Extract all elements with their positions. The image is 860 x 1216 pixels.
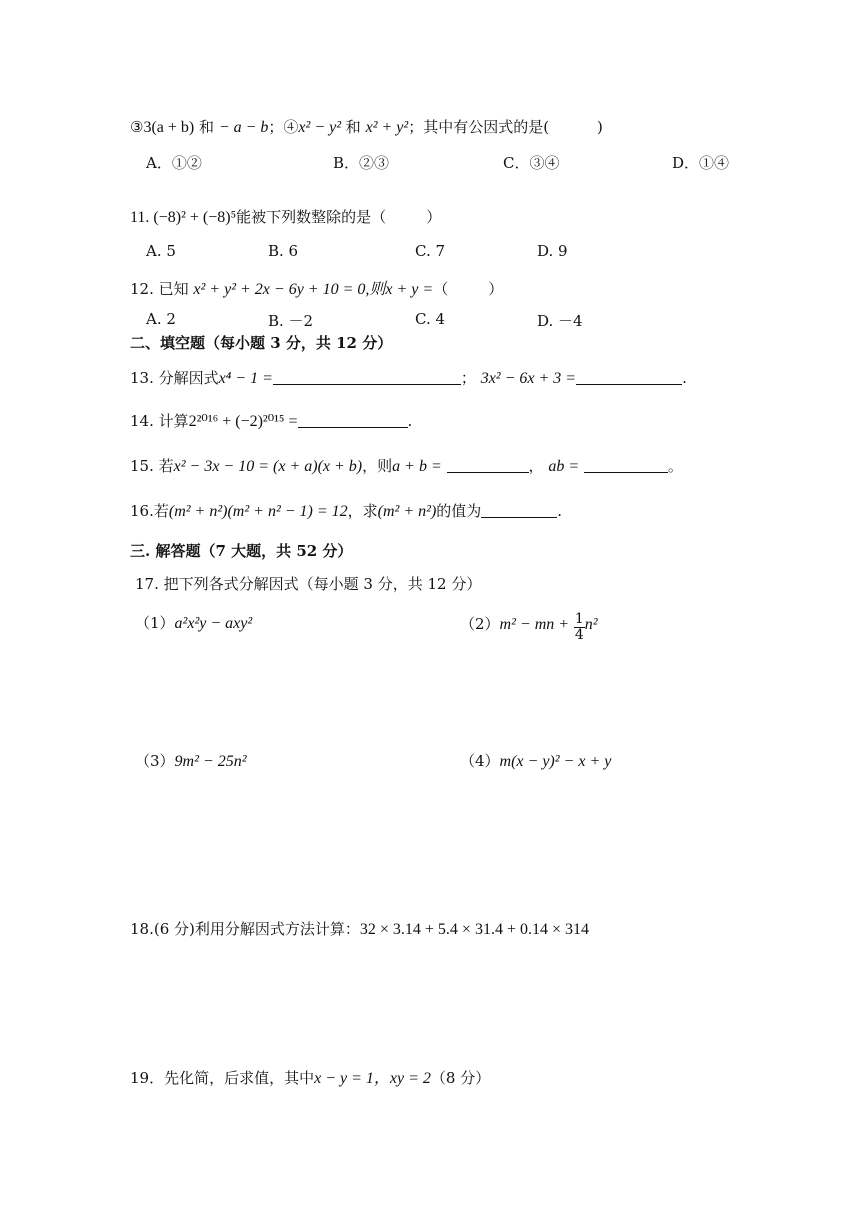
q17-item-1-expr: a²x²y − axy²: [174, 615, 253, 632]
q10-stem: [130, 116, 603, 137]
q10-option-a: A．①②: [146, 154, 202, 172]
q10-option-d: D．①④: [672, 154, 730, 172]
q17-item-2-label: （2）: [460, 615, 500, 633]
q10-and1: 和: [199, 118, 215, 136]
q10-expr-a: 3(a + b): [143, 119, 195, 136]
q13-expr2: 3x² − 6x + 3 =: [480, 370, 577, 387]
q11-option-d: D. 9: [537, 242, 568, 260]
q15-expr3: ab =: [548, 458, 580, 475]
q16-mid: ，求: [347, 502, 378, 520]
q17-item-4-label: （4）: [460, 752, 500, 770]
q12-option-a: A. 2: [146, 310, 176, 328]
q16-expr: (m² + n²)(m² + n² − 1) = 12: [168, 503, 348, 520]
q15-expr: x² − 3x − 10 = (x + a)(x + b): [173, 458, 363, 475]
q12-expr: x² + y² + 2x − 6y + 10 = 0,则x + y =: [193, 281, 434, 298]
q13-blank1[interactable]: [273, 370, 461, 385]
q17-item-4: [460, 750, 611, 771]
q17-item-1-label: （1）: [135, 614, 175, 632]
q19-line: [130, 1065, 490, 1088]
q19-pre: 19．先化简，后求值，其中: [130, 1069, 315, 1087]
q13-expr1: x⁴ − 1 =: [218, 370, 273, 387]
q15-pre: 15. 若: [130, 457, 174, 475]
q17-item-4-expr: m(x − y)² − x + y: [499, 753, 612, 770]
q17-item-3-expr: 9m² − 25n²: [174, 753, 247, 770]
q18-line: [130, 918, 589, 939]
q15-mid: ，则: [362, 457, 393, 475]
q18-expr: 32 × 3.14 + 5.4 × 31.4 + 0.14 × 314: [359, 921, 589, 938]
fraction-numerator: 1: [574, 611, 584, 627]
q10-and2: 和: [345, 118, 361, 136]
q14-expr: 2²⁰¹⁶ + (−2)²⁰¹⁵ =: [188, 413, 298, 430]
q12-stem: [130, 276, 503, 299]
q12-pre: 12. 已知: [130, 280, 189, 298]
q16-post: 的值为: [436, 502, 482, 520]
q12-option-c: C. 4: [415, 310, 446, 328]
q10-option-c: C．③④: [503, 154, 560, 172]
q16-pre: 16.若: [130, 502, 169, 520]
q11-stem: [130, 206, 441, 227]
q19-expr: x − y = 1，xy = 2: [314, 1070, 431, 1087]
q10-expr-b: − a − b: [218, 119, 269, 136]
q13-sep: ；: [460, 369, 476, 387]
section2-title: 二、填空题（每小题 3 分，共 12 分）: [130, 334, 393, 352]
q14-end: .: [407, 412, 413, 430]
q11-close: ）: [426, 208, 442, 226]
q17-item-2-fraction: [574, 612, 585, 643]
q15-blank1[interactable]: [447, 458, 529, 473]
q10-close: ): [597, 118, 603, 136]
q13-end: .: [682, 369, 687, 387]
q14-blank[interactable]: [298, 413, 408, 428]
q12-close: ）: [488, 280, 504, 298]
q16-line: [130, 500, 562, 521]
q15-blank2[interactable]: [584, 458, 668, 473]
q14-line: [130, 410, 412, 431]
q10-circle3: ③: [130, 118, 144, 136]
q12-paren: （: [433, 280, 449, 298]
q10-expr-d: x² + y²: [365, 119, 409, 136]
q15-expr2: a + b =: [392, 458, 442, 475]
q10-option-b: B．②③: [333, 154, 390, 172]
q15-end: 。: [667, 457, 683, 475]
q12-option-b: B. －2: [268, 312, 314, 330]
q17-item-3: [135, 750, 247, 771]
fraction-denominator: 4: [574, 627, 584, 643]
q14-pre: 14. 计算: [130, 412, 189, 430]
q17-item-2: [460, 612, 598, 643]
q15-sep: ，: [528, 457, 544, 475]
q10-sep: ；④: [268, 118, 299, 136]
q17-item-2-expr: m² − mn +: [499, 616, 570, 633]
q15-line: [130, 455, 683, 476]
q17-title: 17. 把下列各式分解因式（每小题 3 分，共 12 分）: [135, 575, 482, 593]
q10-post: ；其中有公因式的是(: [408, 118, 550, 136]
q19-post: （8 分）: [430, 1069, 491, 1087]
q11-expr: 11. (−8)² + (−8)⁵: [130, 209, 237, 226]
q17-item-2-tail: n²: [584, 616, 598, 633]
q16-end: .: [557, 502, 563, 520]
q11-option-b: B. 6: [268, 242, 299, 260]
q17-item-3-label: （3）: [135, 752, 175, 770]
q11-option-a: A. 5: [146, 242, 176, 260]
q13-blank2[interactable]: [576, 370, 682, 385]
q11-text: 能被下列数整除的是（: [236, 208, 387, 226]
q12-option-d: D. －4: [537, 312, 583, 330]
q16-expr2: (m² + n²): [377, 503, 437, 520]
q18-pre: 18.(6 分)利用分解因式方法计算：: [130, 920, 360, 938]
q10-expr-c: x² − y²: [298, 119, 342, 136]
section3-title: 三. 解答题（7 大题，共 52 分）: [130, 542, 353, 560]
q16-blank[interactable]: [481, 503, 557, 518]
q13-pre: 13. 分解因式: [130, 369, 219, 387]
q13-line: [130, 367, 687, 388]
q11-option-c: C. 7: [415, 242, 446, 260]
q17-item-1: [135, 612, 252, 633]
